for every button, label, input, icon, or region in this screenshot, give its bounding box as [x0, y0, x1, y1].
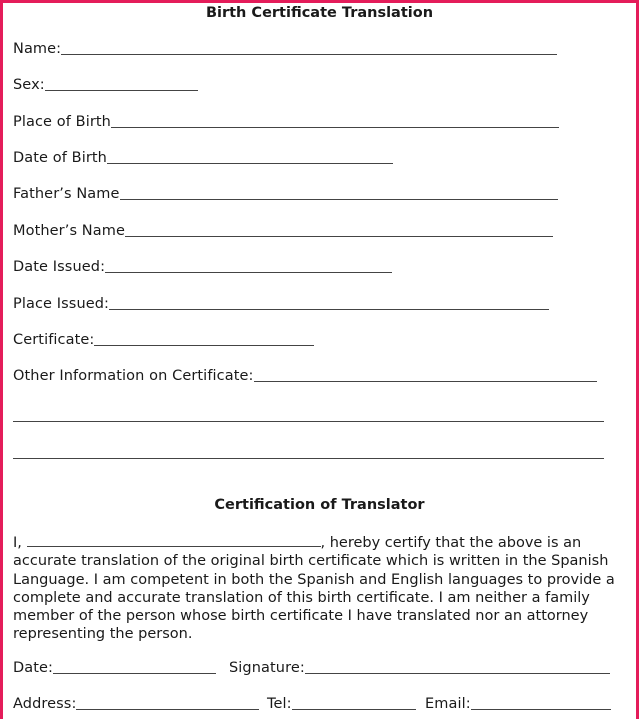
document-title: Birth Certificate Translation	[205, 5, 434, 21]
certificate-line[interactable]	[94, 344, 314, 346]
date-issued-line[interactable]	[105, 271, 392, 273]
certification-heading: Certification of Translator	[214, 497, 425, 513]
date-of-birth-label: Date of Birth	[13, 150, 107, 166]
translator-name-line[interactable]	[27, 533, 321, 547]
mothers-name-field[interactable]	[13, 220, 553, 240]
email-field[interactable]	[425, 693, 611, 713]
certificate-field[interactable]	[13, 329, 314, 349]
certification-text: , hereby certify that the above is an accurate translation of the original birth certificate which is written in the Spanish Language. I am competent in both the Spanish and English languages to provide a complete and accurate translation of this birth certificate. I am neither a family member of the person whose birth certificate I have translated nor an attorney representing the person.	[13, 535, 615, 643]
place-issued-label: Place Issued:	[13, 296, 110, 312]
email-line[interactable]	[471, 708, 611, 710]
name-field[interactable]	[13, 38, 557, 58]
tel-line[interactable]	[292, 708, 416, 710]
sex-field[interactable]	[13, 74, 198, 94]
tel-field[interactable]	[267, 693, 416, 713]
address-line[interactable]	[76, 708, 259, 710]
other-information-line[interactable]	[254, 380, 597, 382]
other-information-field[interactable]	[13, 365, 597, 385]
tel-label: Tel:	[267, 696, 292, 712]
place-issued-line[interactable]	[109, 308, 549, 310]
certification-prefix: I,	[13, 535, 22, 551]
signature-label: Signature:	[229, 660, 305, 676]
other-information-line-3[interactable]	[13, 457, 604, 459]
address-field[interactable]	[13, 693, 259, 713]
certification-statement	[13, 533, 623, 644]
other-information-label: Other Information on Certificate:	[13, 368, 254, 384]
fathers-name-line[interactable]	[120, 198, 558, 200]
name-line[interactable]	[61, 53, 557, 55]
date-of-birth-line[interactable]	[107, 162, 393, 164]
address-label: Address:	[13, 696, 77, 712]
place-of-birth-label: Place of Birth	[13, 114, 111, 130]
sex-label: Sex:	[13, 77, 45, 93]
mothers-name-label: Mother’s Name	[13, 223, 125, 239]
date-issued-field[interactable]	[13, 256, 392, 276]
sex-line[interactable]	[45, 89, 198, 91]
other-information-line-2[interactable]	[13, 420, 604, 422]
date-field[interactable]	[13, 657, 216, 677]
name-label: Name:	[13, 41, 62, 57]
signature-field[interactable]	[229, 657, 610, 677]
certificate-label: Certificate:	[13, 332, 95, 348]
fathers-name-field[interactable]	[13, 183, 558, 203]
email-label: Email:	[425, 696, 471, 712]
place-issued-field[interactable]	[13, 293, 549, 313]
date-of-birth-field[interactable]	[13, 147, 393, 167]
date-issued-label: Date Issued:	[13, 259, 106, 275]
fathers-name-label: Father’s Name	[13, 186, 120, 202]
signature-line[interactable]	[305, 672, 610, 674]
place-of-birth-line[interactable]	[111, 126, 559, 128]
place-of-birth-field[interactable]	[13, 111, 559, 131]
date-line[interactable]	[53, 672, 216, 674]
mothers-name-line[interactable]	[125, 235, 553, 237]
date-label: Date:	[13, 660, 54, 676]
